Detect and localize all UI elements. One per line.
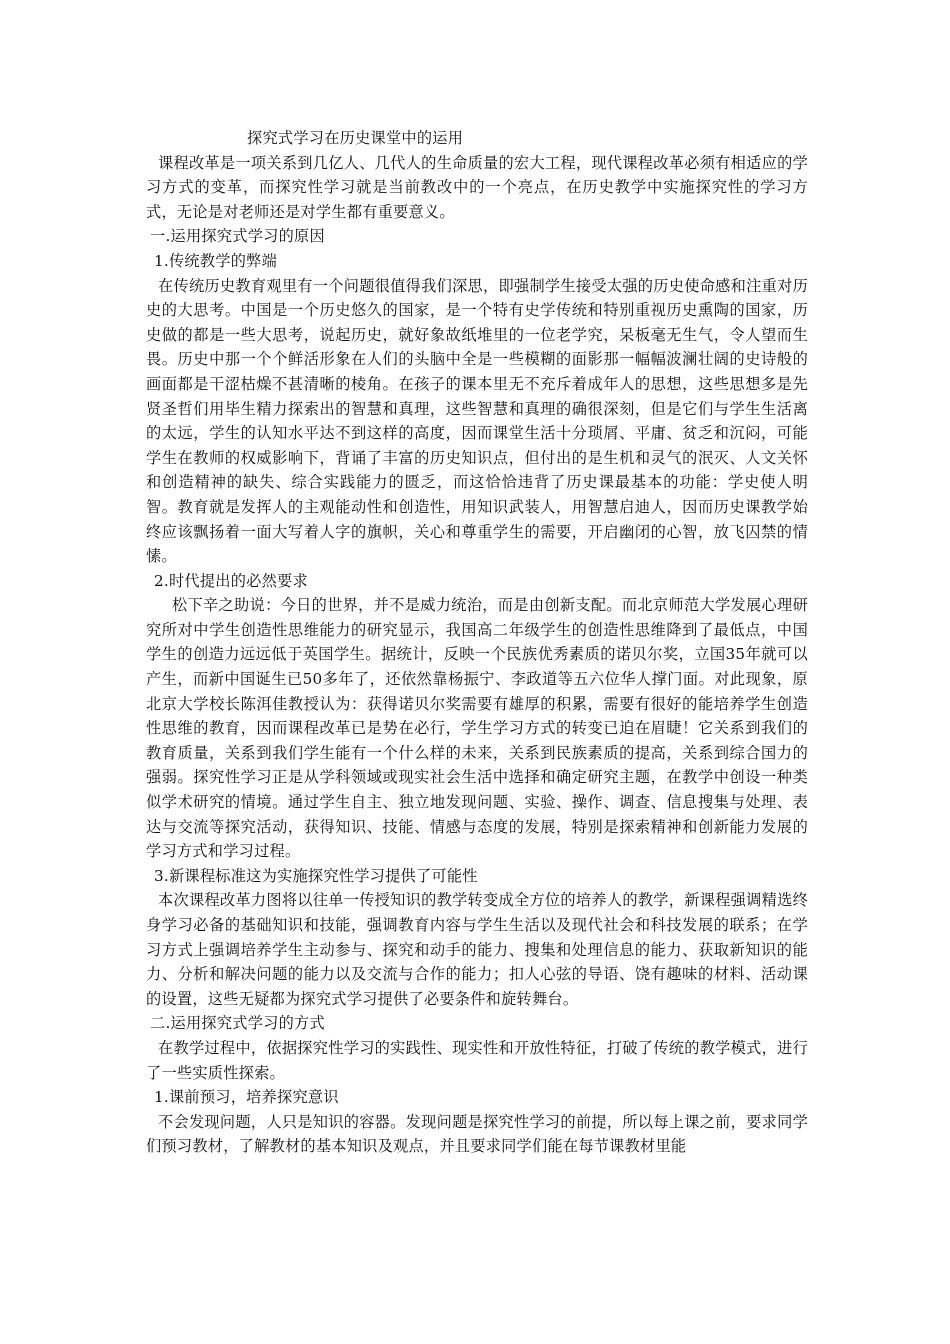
document-page (146, 126, 808, 1159)
section1-sub1-paragraph: 在传统历史教育观里有一个问题很值得我们深思，即强制学生接受太强的历史使命感和注重对历史的大思考。中国是一个历史悠久的国家，是一个特有史学传统和特别重视历史熏陶的国家，历史做的都是一些大思考，说起历史，就好象故纸堆里的一位老学究，呆板毫无生气，令人望而生畏。历史中那一个个鲜活形象在人们的头脑中全是一些模糊的面影那一幅幅波澜壮阔的史诗般的画面都是干涩枯燥不甚清晰的棱角。在孩子的课本里无不充斥着成年人的思想，这些思想多是先贤圣哲们用毕生精力探索出的智慧和真理，这些智慧和真理的确很深刻，但是它们与学生生活离的太远，学生的认知水平达不到这样的高度，因而课堂生活十分琐屑、平庸、贫乏和沉闷，可能学生在教师的权威影响下，背诵了丰富的历史知识点，但付出的是生机和灵气的泯灭、人文关怀和创造精神的缺失、综合实践能力的匮乏，而这恰恰违背了历史课最基本的功能：学史使人明智。教育就是发挥人的主观能动性和创造性，用知识武装人，用智慧启迪人，因而历史课教学始终应该飘扬着一面大写着人字的旗帜，关心和尊重学生的需要，开启幽闭的心智，放飞囚禁的情愫。 (146, 276, 808, 566)
intro-paragraph: 课程改革是一项关系到几亿人、几代人的生命质量的宏大工程，现代课程改革必须有相适应的学习方式的变革，而探究性学习就是当前教改中的一个亮点，在历史教学中实施探究性的学习方式，无论是对老师还是对学生都有重要意义。 (146, 153, 808, 221)
section1-sub1-heading: 1.传统教学的弊端 (154, 251, 278, 270)
section1-sub3-heading: 3.新课程标准这为实施探究性学习提供了可能性 (154, 866, 478, 885)
section1-sub2-heading: 2.时代提出的必然要求 (154, 571, 308, 590)
section2-sub1-paragraph: 不会发现问题，人只是知识的容器。发现问题是探究性学习的前提，所以每上课之前，要求同学们预习教材，了解教材的基本知识及观点，并且要求同学们能在每节课教材里能 (146, 1112, 808, 1156)
document-title: 探究式学习在历史课堂中的运用 (247, 129, 464, 147)
section2-sub1-heading: 1.课前预习，培养探究意识 (154, 1088, 339, 1107)
section1-sub3-paragraph: 本次课程改革力图将以往单一传授知识的教学转变成全方位的培养人的教学，新课程强调精选终身学习必备的基础知识和技能，强调教育内容与学生生活以及现代社会和科技发展的联系；在学习方式上强调培养学生主动参与、探究和动手的能力、搜集和处理信息的能力、获取新知识的能力、分析和解决问题的能力以及交流与合作的能力；扣人心弦的导语、饶有趣味的材料、活动课的设置，这些无疑都为探究式学习提供了必要条件和旋转舞台。 (146, 891, 808, 1008)
section2-heading: 二.运用探究式学习的方式 (150, 1014, 325, 1033)
section1-sub2-paragraph: 松下辛之助说：今日的世界，并不是威力统治，而是由创新支配。而北京师范大学发展心理研究所对中学生创造性思维能力的研究显示，我国高二年级学生的创造性思维降到了最低点，中国学生的创造力远远低于英国学生。据统计，反映一个民族优秀素质的诺贝尔奖，立国35年就可以产生，而新中国诞生已50多年了，还依然靠杨振宁、李政道等五六位华人撑门面。对此现象，原北京大学校长陈洱佳教授认为：获得诺贝尔奖需要有雄厚的积累，需要有很好的能培养学生创造性思维的教育，因而课程改革已是势在必行，学生学习方式的转变已迫在眉睫！它关系到我们的教育质量，关系到我们学生能有一个什么样的未来，关系到民族素质的提高，关系到综合国力的强弱。探究性学习正是从学科领域或现实社会生活中选择和确定研究主题，在教学中创设一种类似学术研究的情境。通过学生自主、独立地发现问题、实验、操作、调查、信息搜集与处理、表达与交流等探究活动，获得知识、技能、情感与态度的发展，特别是探索精神和创新能力发展的学习方式和学习过程。 (146, 596, 808, 861)
section2-intro-paragraph: 在教学过程中，依据探究性学习的实践性、现实性和开放性特征，打破了传统的教学模式，进行了一些实质性探索。 (146, 1038, 808, 1082)
section1-heading: 一.运用探究式学习的原因 (150, 227, 325, 246)
